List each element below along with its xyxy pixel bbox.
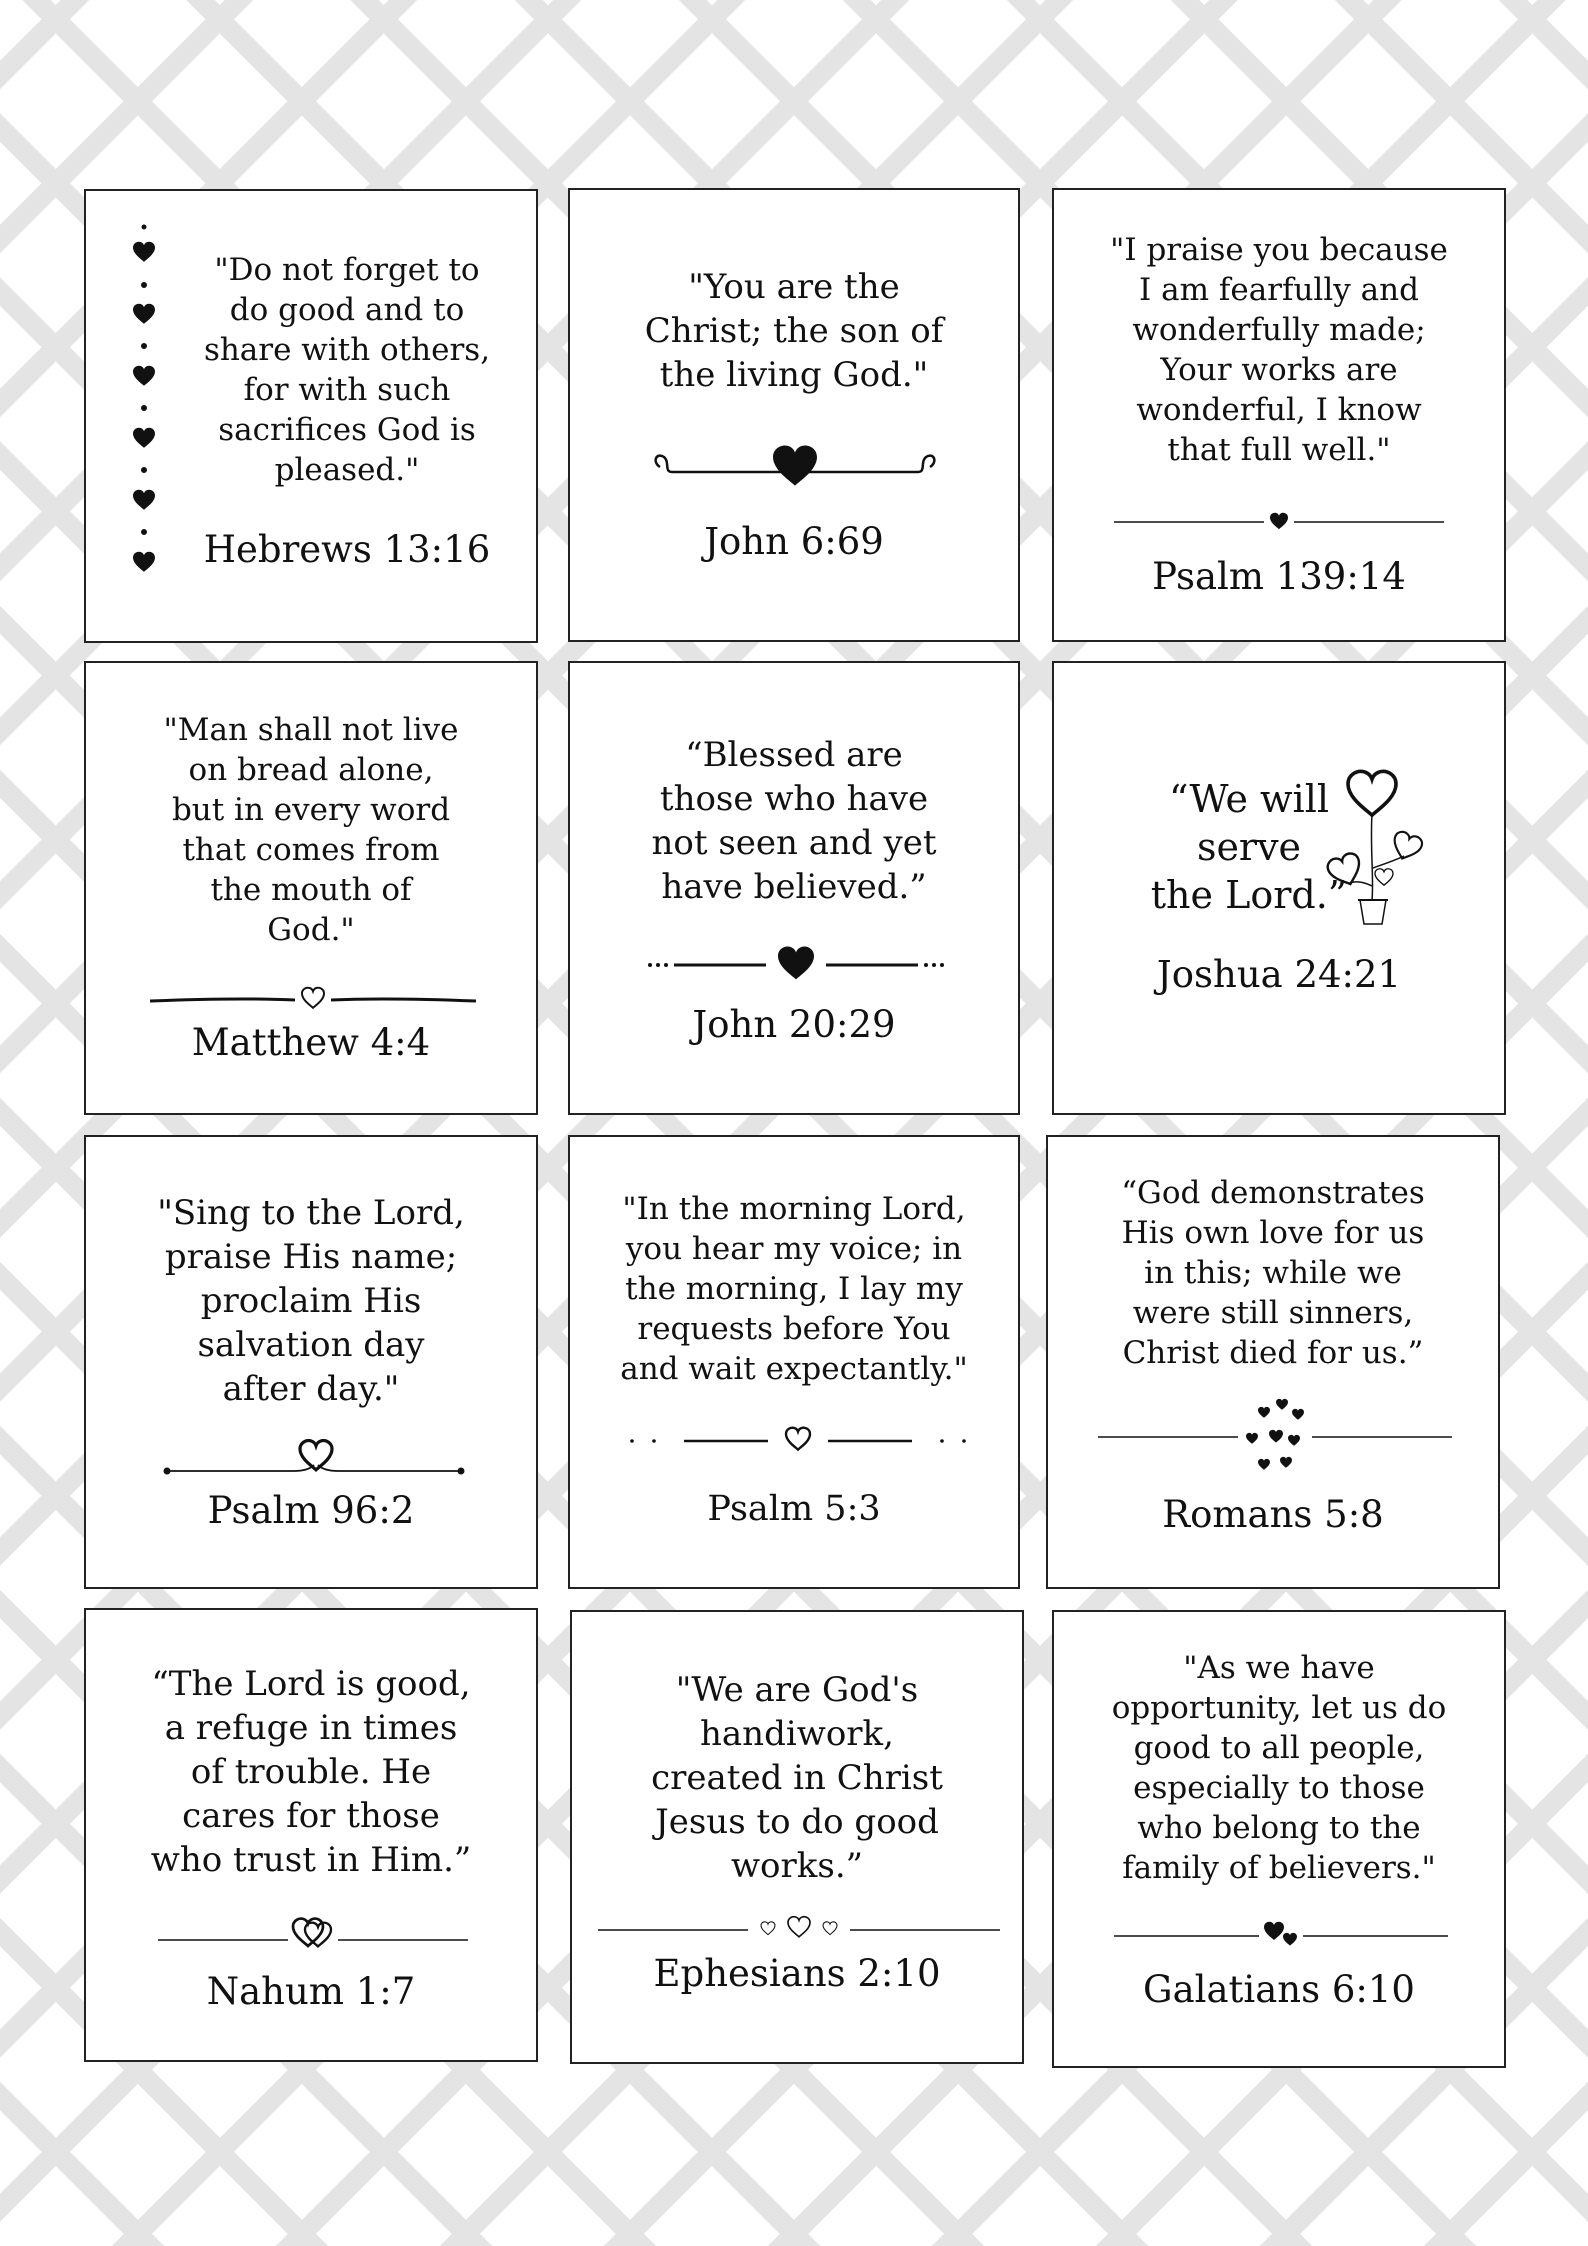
three-hearts-divider [598,1912,1000,1948]
verse-reference: John 6:69 [704,520,884,563]
verse-reference: Nahum 1:7 [206,1970,416,2013]
verse-quote: "In the morning Lord, you hear my voice; in the morning, I lay my requests before You and wait expectantly." [620,1191,968,1387]
heart-line-divider [150,985,476,1015]
verse-quote: “We will serve the Lord.” [1150,777,1348,917]
verse-reference: John 20:29 [692,1003,896,1046]
verse-quote: "Sing to the Lord, praise His name; proclaim His salvation day after day." [157,1193,465,1409]
vertical-hearts-ornament [126,225,162,605]
verse-card-nahum [84,1608,538,2062]
verse-reference: Ephesians 2:10 [653,1952,941,1995]
verse-reference: Joshua 24:21 [1156,953,1402,996]
verse-reference: Matthew 4:4 [191,1021,431,1064]
verse-quote: "I praise you because I am fearfully and wonderfully made; Your works are wonderful, I know that full well." [1110,232,1448,468]
verse-quote: “Blessed are those who have not seen and yet have believed.” [651,735,937,907]
verse-quote: "Do not forget to do good and to share with others, for with such sacrifices God is pleased." [203,252,491,488]
verse-quote: "As we have opportunity, let us do good to all people, especially to those who belong to the family of believers." [1111,1650,1447,1886]
heart-swirl-divider [650,442,940,492]
verse-reference: Romans 5:8 [1162,1493,1384,1536]
verse-quote: "We are God's handiwork, created in Christ Jesus to do good works.” [651,1670,943,1886]
verse-card-john-6-69 [568,188,1020,642]
double-heart-divider [158,1914,468,1954]
verse-card-hebrews [84,189,538,643]
heart-line-divider [1114,510,1444,534]
verse-card-psalm-5 [568,1135,1020,1589]
scattered-hearts-divider [1098,1397,1452,1477]
two-hearts-divider [1114,1918,1448,1952]
verse-reference: Psalm 139:14 [1152,555,1406,598]
verse-card-ephesians [570,1610,1024,2064]
verse-card-galatians [1052,1610,1506,2068]
verse-reference: Hebrews 13:16 [203,528,491,571]
verse-quote: "Man shall not live on bread alone, but in every word that comes from the mouth of God." [163,712,459,948]
verse-reference: Psalm 96:2 [207,1489,415,1532]
verse-quote: “The Lord is good, a refuge in times of trouble. He cares for those who trust in Him.” [150,1664,472,1880]
heart-dotted-divider [646,945,946,985]
verse-card-joshua [1052,661,1506,1115]
heart-dotted-divider [628,1425,968,1455]
verse-card-romans [1046,1135,1500,1589]
heart-plant-icon [1324,768,1444,928]
heart-line-divider [164,1441,464,1481]
verse-reference: Galatians 6:10 [1143,1968,1415,2011]
verse-card-psalm-96 [84,1135,538,1589]
verse-card-matthew [84,661,538,1115]
verse-card-psalm-139 [1052,188,1506,642]
verse-card-john-20-29 [568,661,1020,1115]
verse-quote: “God demonstrates His own love for us in this; while we were still sinners, Christ died for us.” [1121,1175,1425,1371]
verse-quote: "You are the Christ; the son of the living God." [644,267,944,395]
verse-reference: Psalm 5:3 [707,1489,881,1529]
